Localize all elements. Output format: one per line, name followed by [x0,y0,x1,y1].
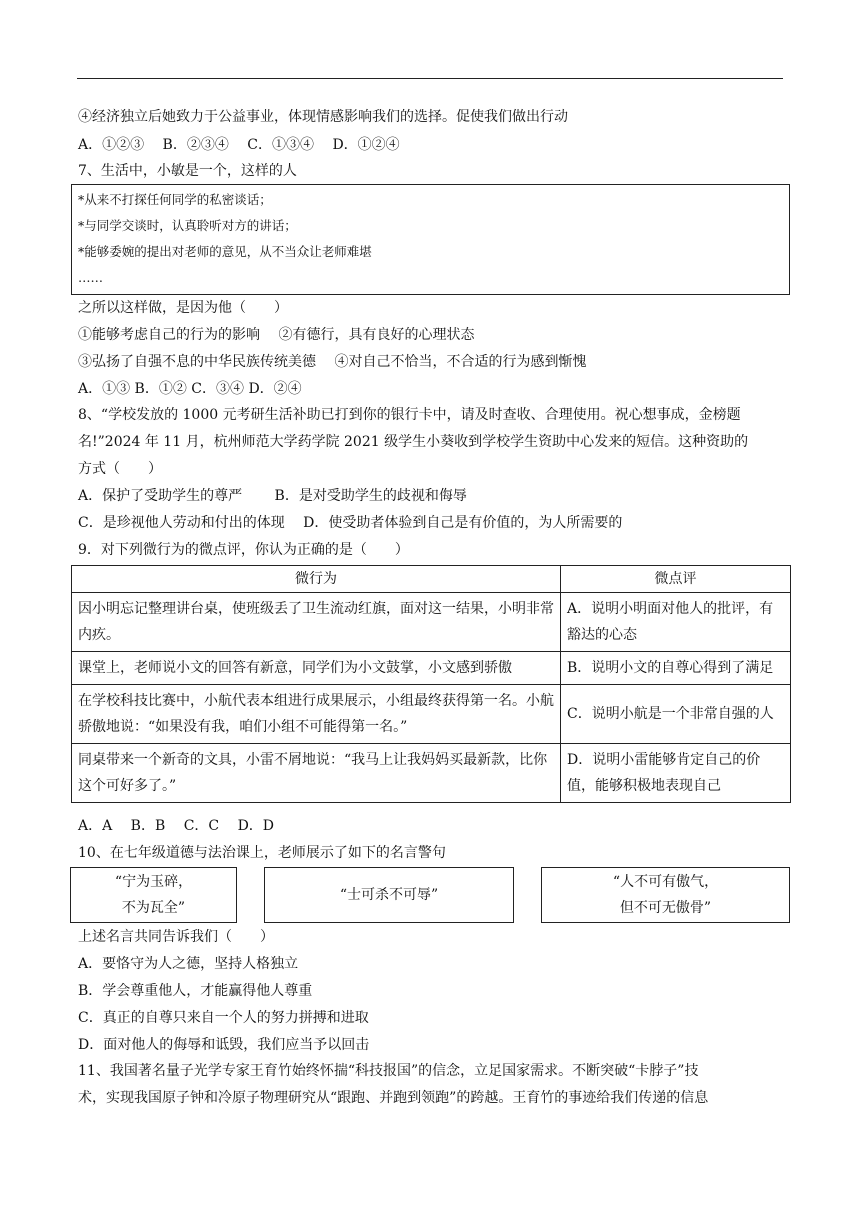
q7-statements-2: ③弘扬了自强不息的中华民族传统美德 ④对自己不恰当，不合适的行为感到惭愧 [78,354,587,370]
table-cell: A．说明小明面对他人的批评，有豁达的心态 [561,593,791,652]
table-cell: 因小明忘记整理讲台桌，使班级丢了卫生流动红旗，面对这一结果，小明非常内疚。 [72,593,561,652]
table-cell: 课堂上，老师说小文的回答有新意，同学们为小文鼓掌，小文感到骄傲 [72,652,561,685]
table-cell: C．说明小航是一个非常自强的人 [561,685,791,744]
quote-box-2 [264,867,514,923]
q11-stem-line-1: 11、我国著名量子光学专家王育竹始终怀揣“科技报国”的信念，立足国家需求。不断突破“卡脖子”技 [78,1063,699,1079]
header-rule [77,78,783,79]
q7-box-line: …… [78,270,103,285]
q10-question: 上述名言共同告诉我们（ ） [78,929,274,945]
q7-description-box [71,184,790,295]
table-row [72,685,791,744]
q7-statements-1: ①能够考虑自己的行为的影响 ②有德行，具有良好的心理状态 [78,327,475,343]
q7-box-line: *与同学交谈时，认真聆听对方的讲话； [78,218,297,233]
q10-option-a: A．要恪守为人之德，坚持人格独立 [78,956,299,972]
q10-stem: 10、在七年级道德与法治课上，老师展示了如下的名言警句 [78,845,446,861]
column-header: 微行为 [72,566,561,593]
q9-stem: 9．对下列微行为的微点评，你认为正确的是（ ） [78,542,409,558]
quote-line: 不为瓦全” [121,900,186,916]
q7-box-line: *从来不打探任何同学的私密谈话； [78,192,272,207]
q7-stem: 7、生活中，小敏是一个，这样的人 [78,163,297,179]
q9-options: A．A B．B C．C D．D [78,818,275,834]
q10-option-b: B．学会尊重他人，才能赢得他人尊重 [78,983,313,999]
table-cell: B．说明小文的自尊心得到了满足 [561,652,791,685]
q6-statement-4: ④经济独立后她致力于公益事业，体现情感影响我们的选择。促使我们做出行动 [78,109,568,125]
q11-stem-line-2: 术，实现我国原子钟和冷原子物理研究从“跟跑、并跑到领跑”的跨越。王育竹的事迹给我们传递的信息 [78,1090,709,1106]
q7-box-line: *能够委婉的提出对老师的意见，从不当众让老师难堪 [78,244,372,259]
q8-stem-line-1: 8、“学校发放的 1000 元考研生活补助已打到你的银行卡中，请及时查收、合理使用。祝心想事成，金榜题 [78,407,741,423]
quote-line: “人不可有傲气， [612,874,719,890]
q8-stem-line-2: 名!”2024 年 11 月，杭州师范大学药学院 2021 级学生小葵收到学校学生资助中心发来的短信。这种资助的 [78,434,749,450]
q7-question: 之所以这样做，是因为他（ ） [78,300,288,316]
q7-options: A．①③ B．①② C．③④ D．②④ [78,381,302,397]
table-header-row [72,566,791,593]
table-row [72,652,791,685]
q8-stem-line-3: 方式（ ） [78,461,162,477]
q6-options: A．①②③ B．②③④ C．①③④ D．①②④ [78,137,400,153]
q10-option-c: C．真正的自尊只来自一个人的努力拼搏和进取 [78,1010,369,1026]
column-header: 微点评 [561,566,791,593]
table-cell: 在学校科技比赛中，小航代表本组进行成果展示，小组最终获得第一名。小航骄傲地说：“如果没有我，咱们小组不可能得第一名。” [72,685,561,744]
quote-line: “宁为玉碎， [114,874,193,890]
table-cell: 同桌带来一个新奇的文具，小雷不屑地说：“我马上让我妈妈买最新款，比你这个可好多了。” [72,744,561,803]
q8-options-cd: C．是珍视他人劳动和付出的体现 D．使受助者体验到自己是有价值的，为人所需要的 [78,515,623,531]
quote-line: 但不可无傲骨” [619,900,712,916]
q9-table [71,565,791,803]
table-row [72,593,791,652]
table-cell: D．说明小雷能够肯定自己的价值，能够积极地表现自己 [561,744,791,803]
q8-options-ab: A．保护了受助学生的尊严 B．是对受助学生的歧视和侮辱 [78,488,467,504]
quote-box-3 [541,867,790,923]
quote-line: “士可杀不可辱” [339,887,439,903]
q10-option-d: D．面对他人的侮辱和诋毁，我们应当予以回击 [78,1037,370,1053]
table-row [72,744,791,803]
quote-box-1 [70,867,237,923]
